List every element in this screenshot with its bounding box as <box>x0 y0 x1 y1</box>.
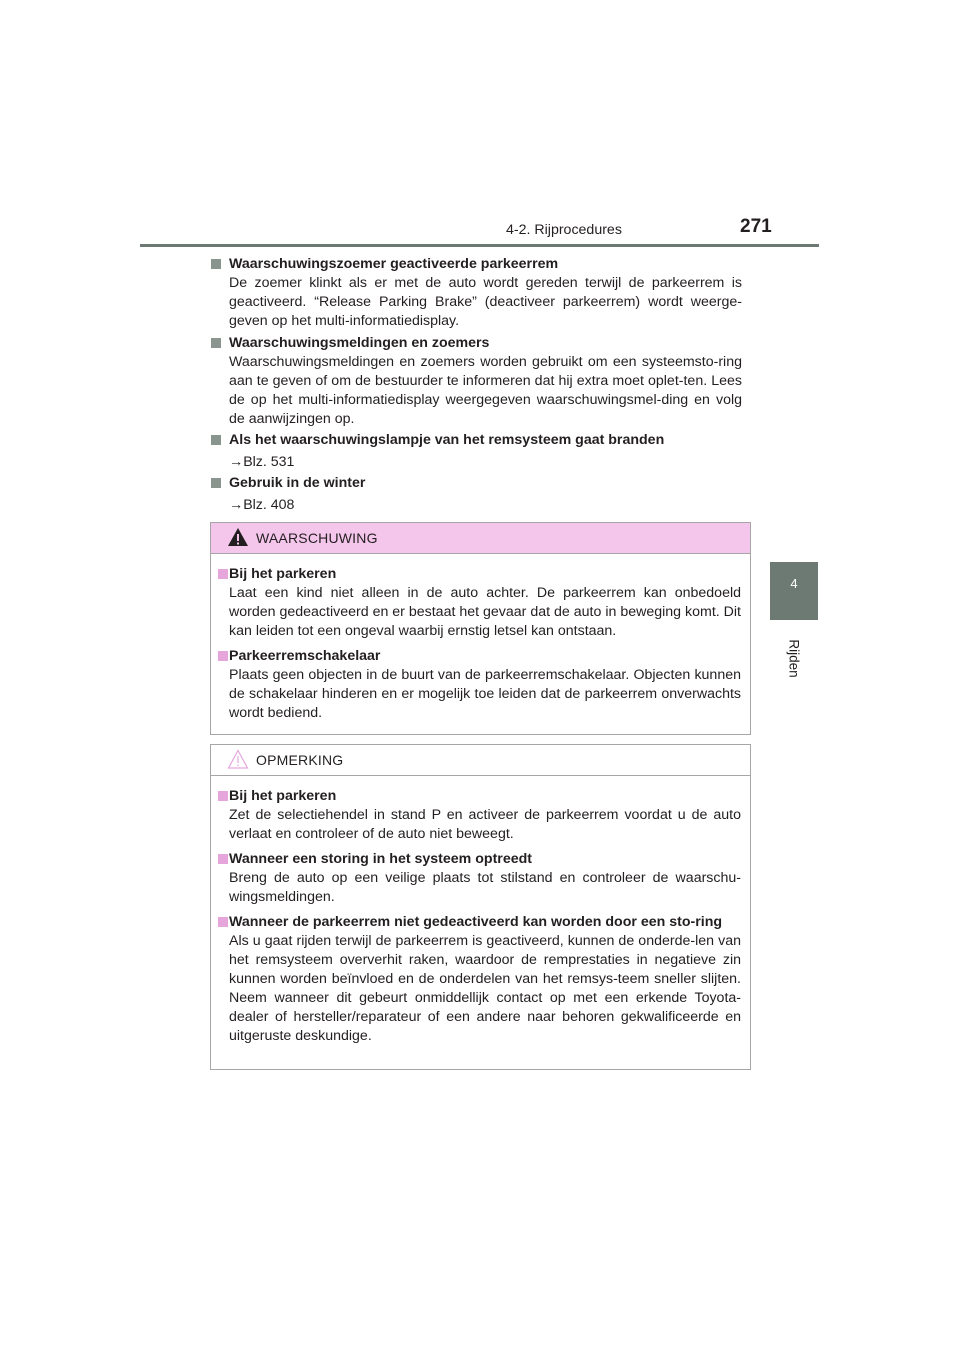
section-body: Waarschuwingsmeldingen en zoemers worden gebruikt om een systeemsto-ring aan te geven of om de bestuurder te informeren dat hij extra moet oplet-ten. Lees de op het multi-informatiedisplay weergegeven waarschuwingsmel-ding en volg de aanwijzingen op. <box>229 354 742 427</box>
bullet-square-icon <box>218 651 228 661</box>
bullet-square-icon <box>218 917 228 927</box>
warning-triangle-icon <box>227 527 249 547</box>
warning-box <box>210 522 751 735</box>
item-heading: Parkeerremschakelaar <box>229 648 381 664</box>
bullet-square-icon <box>211 338 221 348</box>
bullet-square-icon <box>218 569 228 579</box>
section-winter-use <box>211 474 742 515</box>
bullet-square-icon <box>211 435 221 445</box>
section-warning-messages <box>211 334 742 429</box>
notice-item-malfunction <box>220 850 741 907</box>
item-body: Breng de auto op een veilige plaats tot stilstand en controleer de waarschu-wingsmeldingen. <box>229 870 741 905</box>
chapter-label: Rijden <box>786 639 802 678</box>
item-body: Plaats geen objecten in de buurt van de parkeerremschakelaar. Objecten kunnen de schakelaar hinderen en er mogelijk toe leiden dat de parkeerrem onverwachts wordt bediend. <box>229 667 741 721</box>
notice-box-header <box>211 745 750 776</box>
section-parking-brake-buzzer <box>211 255 742 331</box>
section-heading: Gebruik in de winter <box>229 475 366 491</box>
item-body: Als u gaat rijden terwijl de parkeerrem is geactiveerd, kunnen de onderde-len van het remsysteem oververhit raken, waardoor de remprestaties in negatieve zin kunnen worden beïnvloed en de onderdelen van het remsys-teem sneller slijten. Neem wanneer dit gebeurt onmiddellijk contact op met een erkende Toyota-dealer of hersteller/reparateur of een andere naar behoren gekwalificeerde en uitgeruste deskundige. <box>229 933 741 1044</box>
caution-triangle-icon <box>227 749 249 769</box>
section-brake-warning-light <box>211 431 742 472</box>
header-divider <box>140 244 819 247</box>
section-heading: Als het waarschuwingslampje van het remsysteem gaat branden <box>229 432 665 448</box>
item-heading: Wanneer de parkeerrem niet gedeactiveerd kan worden door een sto-ring <box>229 914 723 930</box>
bullet-square-icon <box>218 791 228 801</box>
warning-item-parking <box>220 565 741 641</box>
item-body: Laat een kind niet alleen in de auto achter. De parkeerrem kan onbedoeld worden gedeactiveerd en er bestaat het gevaar dat de auto in beweging komt. Dit kan leiden tot een ongeval waarbij ernstig letsel kan ontstaan. <box>229 585 741 639</box>
page-number: 271 <box>740 216 772 237</box>
item-heading: Wanneer een storing in het systeem optreedt <box>229 851 532 867</box>
chapter-number: 4 <box>790 576 798 591</box>
item-body: Zet de selectiehendel in stand P en activeer de parkeerrem voordat u de auto verlaat en controleer of de auto niet beweegt. <box>229 807 741 842</box>
notice-box-title: OPMERKING <box>256 752 344 768</box>
section-heading: Waarschuwingszoemer geactiveerde parkeerrem <box>229 256 559 272</box>
notice-item-parking <box>220 787 741 844</box>
page-reference-link[interactable]: →Blz. 408 <box>229 497 295 513</box>
bullet-square-icon <box>211 478 221 488</box>
warning-box-title: WAARSCHUWING <box>256 530 378 546</box>
item-heading: Bij het parkeren <box>229 788 337 804</box>
notice-item-cannot-release <box>220 913 741 1046</box>
bullet-square-icon <box>218 854 228 864</box>
notice-box <box>210 744 751 1070</box>
warning-item-switch <box>220 647 741 723</box>
section-title: 4-2. Rijprocedures <box>506 222 622 238</box>
bullet-square-icon <box>211 259 221 269</box>
warning-box-header <box>211 523 750 554</box>
page-reference-link[interactable]: →Blz. 531 <box>229 454 295 470</box>
section-heading: Waarschuwingsmeldingen en zoemers <box>229 335 490 351</box>
item-heading: Bij het parkeren <box>229 566 337 582</box>
section-body: De zoemer klinkt als er met de auto wordt gereden terwijl de parkeerrem is geactiveerd. “Release Parking Brake” (deactiveer parkeerrem) wordt weerge-geven op het multi-informatiedisplay. <box>229 275 742 329</box>
